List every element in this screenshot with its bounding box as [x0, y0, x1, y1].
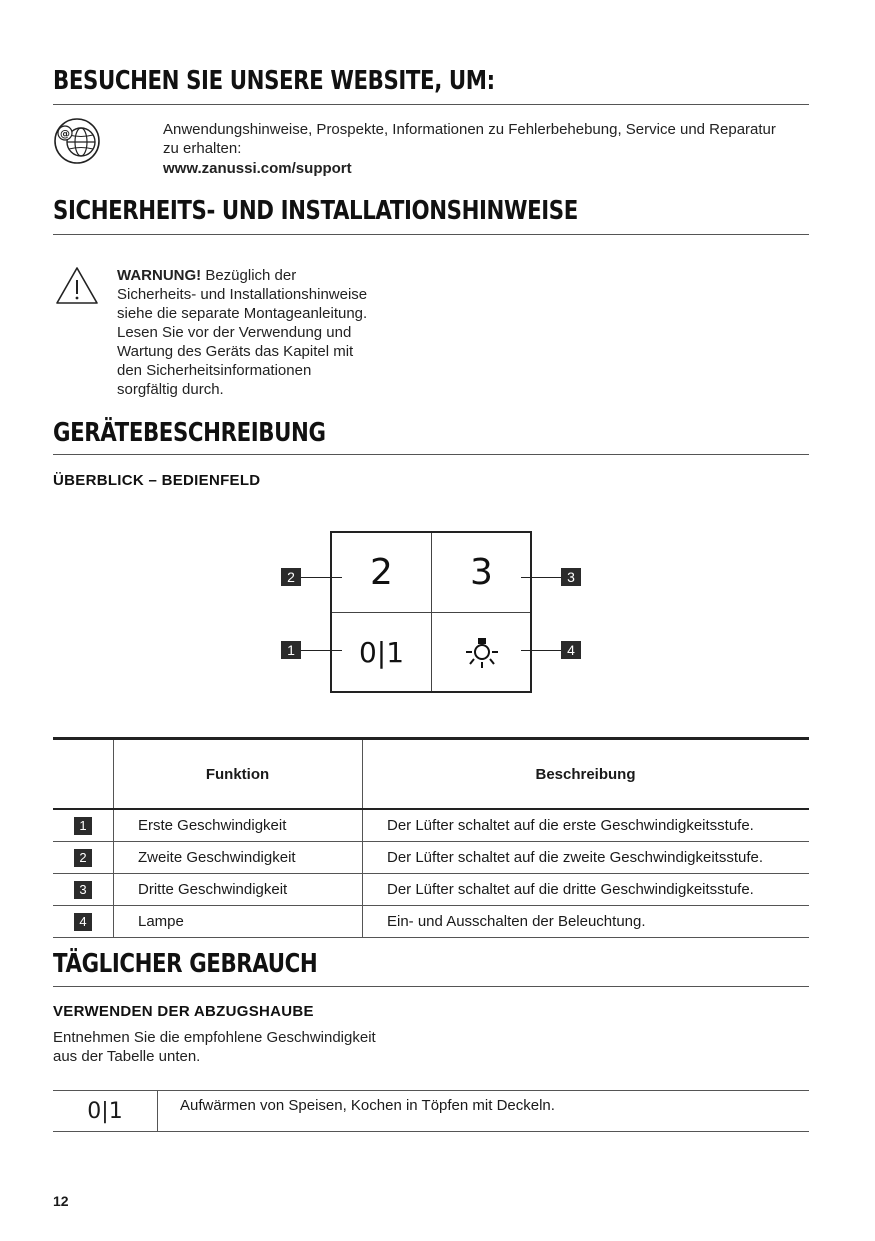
- callout-3: 3: [561, 568, 581, 586]
- panel-speed-3-button[interactable]: 3: [470, 552, 493, 593]
- web-globe-icon: [53, 117, 101, 165]
- warning-label: WARNUNG!: [117, 267, 202, 284]
- speed-symbol: 0|1: [53, 1091, 158, 1131]
- callout-1-leader: [301, 650, 342, 651]
- function-table: [53, 737, 809, 938]
- warning-line-7: sorgfältig durch.: [117, 381, 224, 398]
- warning-line-6: den Sicherheitsinformationen: [117, 362, 312, 379]
- page-number: 12: [53, 1193, 69, 1209]
- panel-power-speed-1-button[interactable]: 0|1: [358, 636, 405, 669]
- panel-speed-2-button[interactable]: 2: [370, 552, 393, 593]
- safety-heading: SICHERHEITS- UND INSTALLATIONSHINWEISE: [53, 196, 578, 226]
- daily-intro-line1: Entnehmen Sie die empfohlene Geschwindigkeit: [53, 1029, 376, 1046]
- row-number-badge: 1: [74, 817, 92, 835]
- warning-line-3: siehe die separate Montageanleitung.: [117, 305, 368, 322]
- control-panel-diagram: [330, 531, 532, 693]
- device-heading-rule: [53, 454, 809, 455]
- warning-text: [117, 266, 367, 399]
- warning-line-1: Bezüglich der: [201, 267, 297, 284]
- website-heading-rule: [53, 104, 809, 105]
- warning-line-5: Wartung des Geräts das Kapitel mit: [117, 343, 354, 360]
- daily-use-heading-rule: [53, 986, 809, 987]
- daily-use-heading: TÄGLICHER GEBRAUCH: [53, 949, 318, 979]
- device-heading: GERÄTEBESCHREIBUNG: [53, 418, 326, 448]
- row-function: Lampe: [114, 906, 363, 938]
- row-description: Ein- und Ausschalten der Beleuchtung.: [363, 906, 810, 938]
- row-description: Der Lüfter schaltet auf die dritte Geschwindigkeitsstufe.: [363, 874, 810, 906]
- callout-2-leader: [301, 577, 342, 578]
- callout-2: 2: [281, 568, 301, 586]
- row-description: Der Lüfter schaltet auf die zweite Geschwindigkeitsstufe.: [363, 842, 810, 874]
- callout-3-leader: [521, 577, 561, 578]
- table-row: [53, 842, 809, 874]
- speed-recommendation-table: [53, 1090, 809, 1132]
- hood-usage-subheading: VERWENDEN DER ABZUGSHAUBE: [53, 1003, 314, 1020]
- table-header-row: [53, 739, 809, 810]
- warning-triangle-icon: [55, 266, 99, 306]
- warning-line-4: Lesen Sie vor der Verwendung und: [117, 324, 352, 341]
- row-function: Zweite Geschwindigkeit: [114, 842, 363, 874]
- svg-text:@: @: [60, 129, 70, 140]
- safety-heading-rule: [53, 234, 809, 235]
- table-row: [53, 906, 809, 938]
- website-description-line2: zu erhalten:: [163, 140, 242, 157]
- table-header-number: [53, 739, 114, 810]
- overview-subheading: ÜBERBLICK – BEDIENFELD: [53, 472, 261, 489]
- lamp-icon: [464, 636, 500, 670]
- speed-recommendation-text: Aufwärmen von Speisen, Kochen in Töpfen mit Deckeln.: [180, 1097, 555, 1114]
- callout-1: 1: [281, 641, 301, 659]
- callout-4: 4: [561, 641, 581, 659]
- table-row: [53, 809, 809, 842]
- callout-4-leader: [521, 650, 561, 651]
- support-link[interactable]: www.zanussi.com/support: [163, 160, 352, 177]
- row-function: Erste Geschwindigkeit: [114, 809, 363, 842]
- panel-lamp-button[interactable]: [432, 613, 531, 692]
- table-header-description: Beschreibung: [363, 739, 810, 810]
- website-heading: BESUCHEN SIE UNSERE WEBSITE, UM:: [53, 66, 495, 96]
- row-number-badge: 4: [74, 913, 92, 931]
- daily-intro-line2: aus der Tabelle unten.: [53, 1048, 201, 1065]
- row-function: Dritte Geschwindigkeit: [114, 874, 363, 906]
- row-description: Der Lüfter schaltet auf die erste Geschwindigkeitsstufe.: [363, 809, 810, 842]
- table-header-function: Funktion: [114, 739, 363, 810]
- website-description: Anwendungshinweise, Prospekte, Informationen zu Fehlerbehebung, Service und Reparatur: [163, 121, 776, 138]
- warning-line-2: Sicherheits- und Installationshinweise: [117, 286, 368, 303]
- row-number-badge: 3: [74, 881, 92, 899]
- table-row: [53, 874, 809, 906]
- row-number-badge: 2: [74, 849, 92, 867]
